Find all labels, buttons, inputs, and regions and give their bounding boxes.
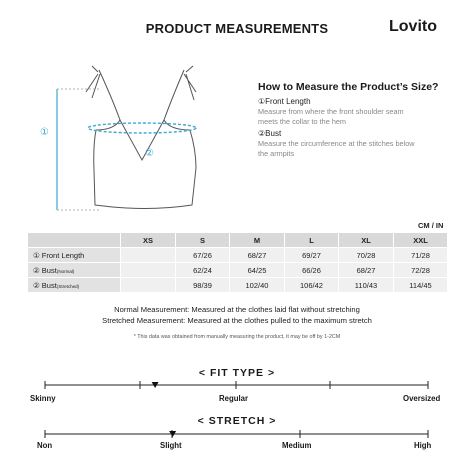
bust-marker: ② bbox=[145, 148, 154, 159]
header-cell-xs: XS bbox=[121, 233, 176, 248]
row-label-bust-stretched: ② Bust(Stretched) bbox=[28, 278, 121, 293]
bust-desc-line2: the armpits bbox=[258, 149, 295, 158]
header-cell-xxl: XXL bbox=[394, 233, 448, 248]
stretched-measurement-note: Stretched Measurement: Measured at the clothes pulled to the maximum stretch bbox=[102, 316, 372, 325]
stretch-label-slight: Slight bbox=[160, 441, 182, 450]
front-length-desc-line2: meets the collar to the hem bbox=[258, 117, 347, 126]
stretch-label-medium: Medium bbox=[282, 441, 312, 450]
unit-label: CM / IN bbox=[418, 221, 444, 230]
brand-logo: Lovito bbox=[389, 18, 437, 35]
stretch-scale bbox=[45, 430, 428, 438]
front-length-desc-line1: Measure from where the front shoulder seam bbox=[258, 107, 404, 116]
stretch-label-non: Non bbox=[37, 441, 53, 450]
header-cell-l: L bbox=[285, 233, 339, 248]
row-label-front-length: ① Front Length bbox=[28, 248, 121, 263]
row-label-bust-normal: ② Bust(Normal) bbox=[28, 263, 121, 278]
fit-type-scale bbox=[45, 381, 428, 389]
fit-label-regular: Regular bbox=[219, 394, 249, 403]
fit-type-title: < FIT TYPE > bbox=[198, 367, 276, 379]
fit-label-skinny: Skinny bbox=[30, 394, 56, 403]
stretch-title: < STRETCH > bbox=[197, 415, 277, 427]
page-title: PRODUCT MEASUREMENTS bbox=[145, 21, 329, 36]
table-cell: 64/25 bbox=[230, 263, 285, 278]
table-cell: 98/39 bbox=[176, 278, 230, 293]
table-cell: 68/27 bbox=[339, 263, 394, 278]
header-cell-s: S bbox=[176, 233, 230, 248]
bust-desc-line1: Measure the circumference at the stitches below bbox=[258, 139, 415, 148]
front-length-heading: ①Front Length bbox=[258, 97, 311, 106]
table-cell: 114/45 bbox=[394, 278, 448, 293]
header-cell-xl: XL bbox=[339, 233, 394, 248]
table-cell: 106/42 bbox=[285, 278, 339, 293]
table-cell: 110/43 bbox=[339, 278, 394, 293]
normal-measurement-note: Normal Measurement: Measured at the clothes laid flat without stretching bbox=[114, 305, 360, 314]
stretch-label-high: High bbox=[414, 441, 432, 450]
fit-label-oversized: Oversized bbox=[403, 394, 441, 403]
bust-heading: ②Bust bbox=[258, 129, 282, 138]
how-to-title: How to Measure the Product’s Size? bbox=[258, 81, 439, 93]
table-cell: 72/28 bbox=[394, 263, 448, 278]
table-cell: 66/26 bbox=[285, 263, 339, 278]
table-cell: 102/40 bbox=[230, 278, 285, 293]
header-cell-m: M bbox=[230, 233, 285, 248]
table-cell: 68/27 bbox=[230, 248, 285, 263]
table-cell: 67/26 bbox=[176, 248, 230, 263]
disclaimer-note: * This data was obtained from manually measuring the product, it may be off by 1-2CM bbox=[133, 334, 341, 340]
table-cell: 71/28 bbox=[394, 248, 448, 263]
table-cell: 69/27 bbox=[285, 248, 339, 263]
table-cell: 62/24 bbox=[176, 263, 230, 278]
front-length-marker: ① bbox=[40, 127, 49, 138]
table-cell: 70/28 bbox=[339, 248, 394, 263]
